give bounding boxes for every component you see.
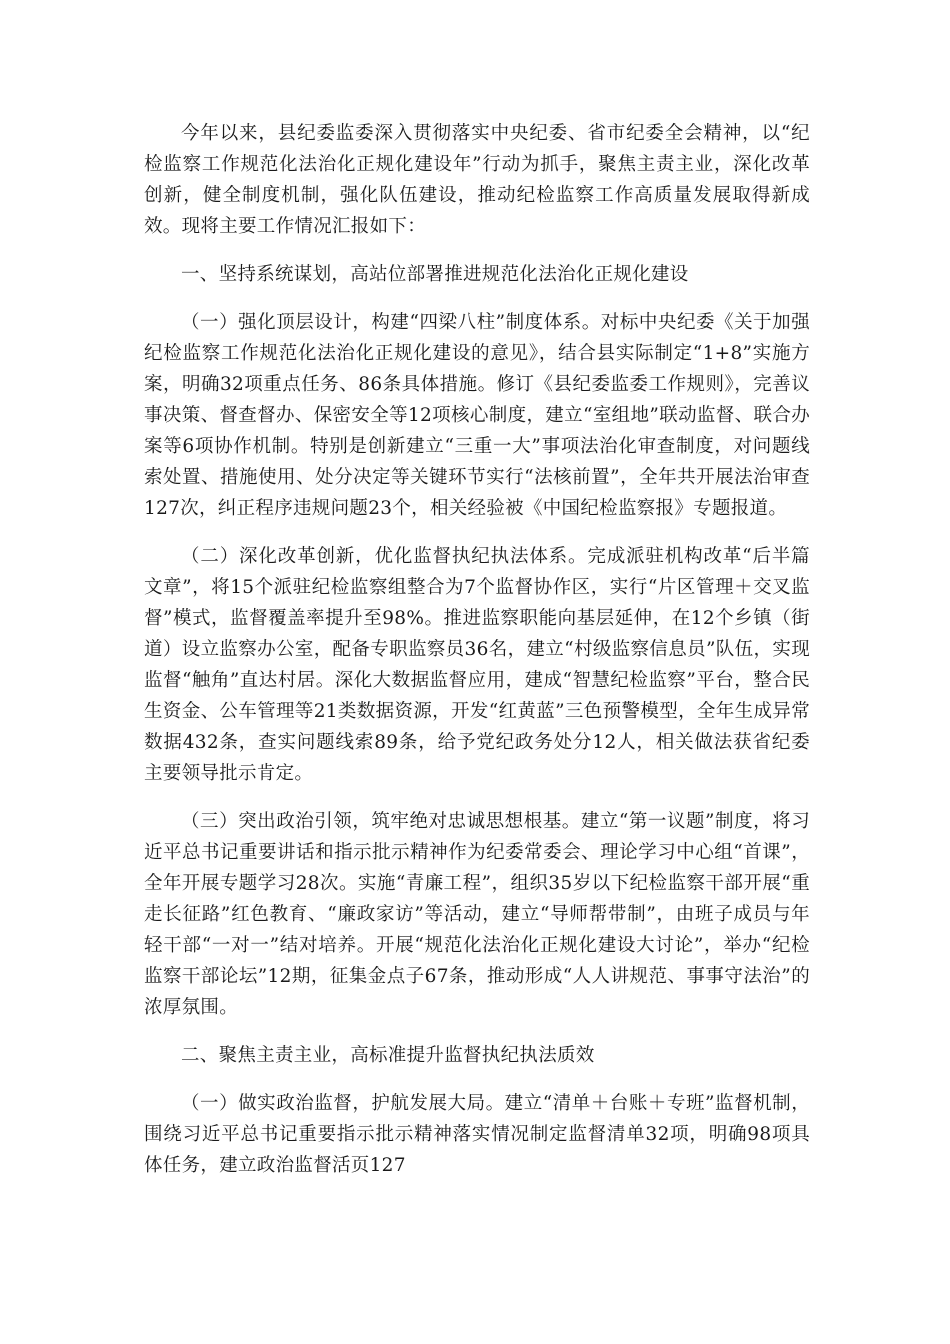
subsection-paragraph-1-2: （二）深化改革创新，优化监督执纪执法体系。完成派驻机构改革“后半篇文章”，将15个派驻纪检监察组整合为7个监督协作区，实行“片区管理＋交叉监督”模式，监督覆盖率提升至98%。推进监察职能向基层延伸，在12个乡镇（街道）设立监察办公室，配备专职监察员36名，建立“村级监察信息员”队伍，实现监督“触角”直达村居。深化大数据监督应用，建成“智慧纪检监察”平台，整合民生资金、公车管理等21类数据资源，开发“红黄蓝”三色预警模型，全年生成异常数据432条，查实问题线索89条，给予党纪政务处分12人，相关做法获省纪委主要领导批示肯定。 <box>144 546 810 784</box>
section-heading-1: 一、坚持系统谋划，高站位部署推进规范化法治化正规化建设 <box>181 264 689 285</box>
subsection-paragraph-1-3: （三）突出政治引领，筑牢绝对忠诚思想根基。建立“第一议题”制度，将习近平总书记重要讲话和指示批示精神作为纪委常委会、理论学习中心组“首课”，全年开展专题学习28次。实施“青廉工程”，组织35岁以下纪检监察干部开展“重走长征路”红色教育、“廉政家访”等活动，建立“导师帮带制”，由班子成员与年轻干部“一对一”结对培养。开展“规范化法治化正规化建设大讨论”，举办“纪检监察干部论坛”12期，征集金点子67条，推动形成“人人讲规范、事事守法治”的浓厚氛围。 <box>144 811 810 1018</box>
subsection-paragraph-2-1: （一）做实政治监督，护航发展大局。建立“清单＋台账＋专班”监督机制，围绕习近平总书记重要指示批示精神落实情况制定监督清单32项，明确98项具体任务，建立政治监督活页127 <box>144 1093 810 1176</box>
subsection-paragraph-1-1: （一）强化顶层设计，构建“四梁八柱”制度体系。对标中央纪委《关于加强纪检监察工作规范化法治化正规化建设的意见》，结合县实际制定“1+8”实施方案，明确32项重点任务、86条具体措施。修订《县纪委监委工作规则》，完善议事决策、督查督办、保密安全等12项核心制度，建立“室组地”联动监督、联合办案等6项协作机制。特别是创新建立“三重一大”事项法治化审查制度，对问题线索处置、措施使用、处分决定等关键环节实行“法核前置”，全年共开展法治审查127次，纠正程序违规问题23个，相关经验被《中国纪检监察报》专题报道。 <box>144 312 810 519</box>
intro-paragraph: 今年以来，县纪委监委深入贯彻落实中央纪委、省市纪委全会精神，以“纪检监察工作规范化法治化正规化建设年”行动为抓手，聚焦主责主业，深化改革创新，健全制度机制，强化队伍建设，推动纪检监察工作高质量发展取得新成效。现将主要工作情况汇报如下： <box>144 123 810 237</box>
section-heading-2: 二、聚焦主责主业，高标准提升监督执纪执法质效 <box>181 1045 595 1066</box>
